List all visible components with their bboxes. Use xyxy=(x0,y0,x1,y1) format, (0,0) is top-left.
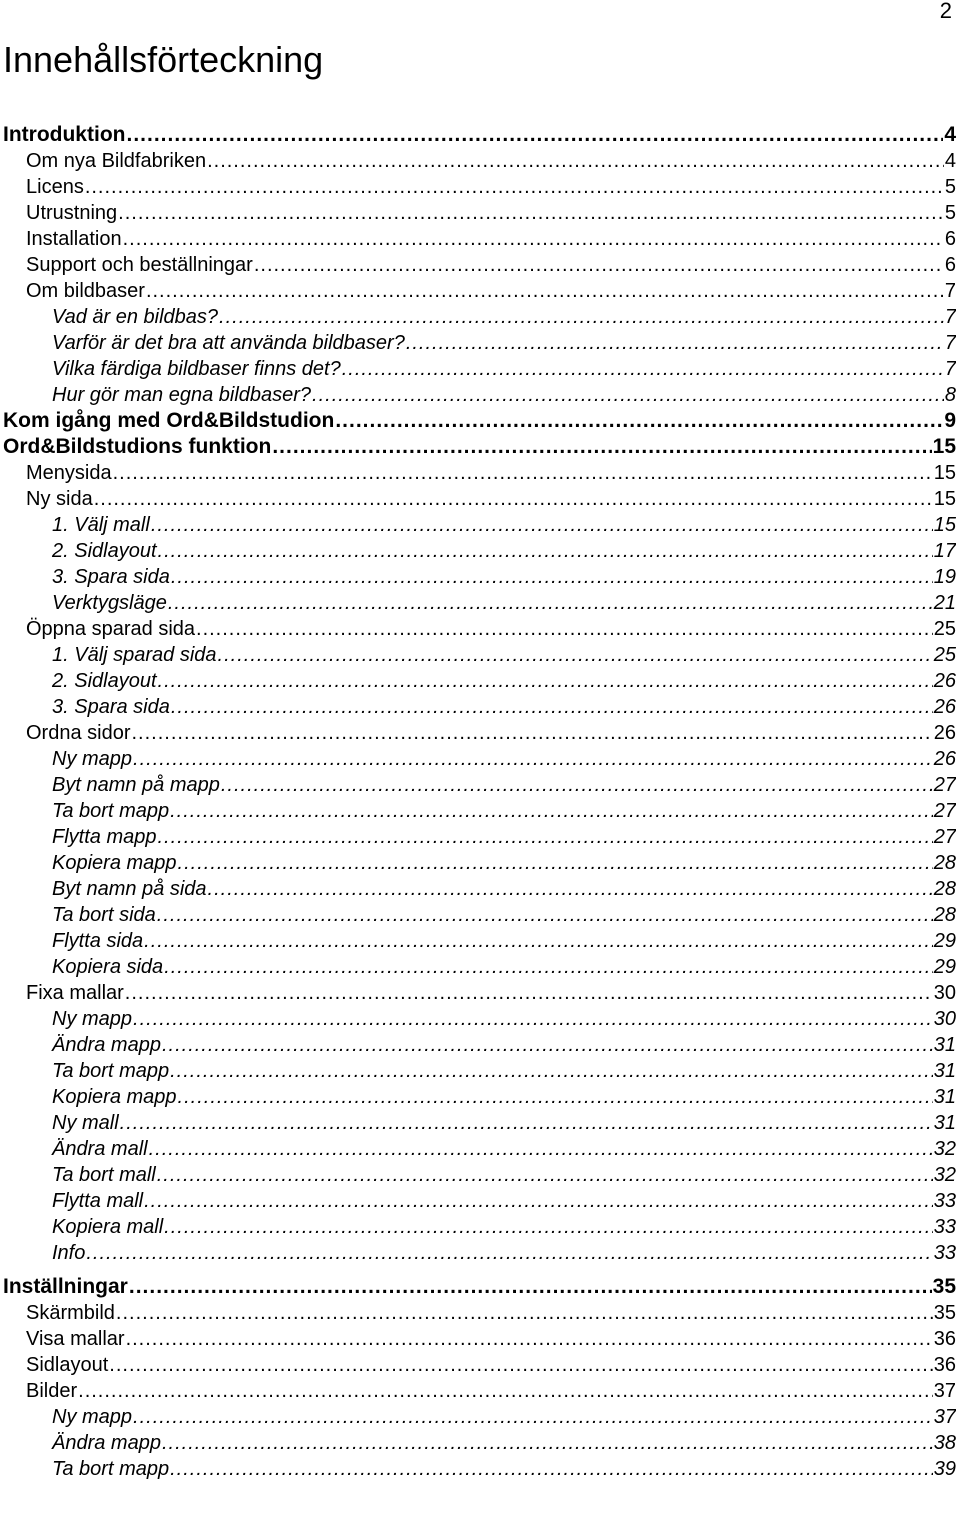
toc-entry-page: 7 xyxy=(944,358,956,380)
toc-entry[interactable] xyxy=(0,1214,956,1240)
dot-leader xyxy=(170,798,933,824)
toc-entry[interactable] xyxy=(0,1430,956,1456)
toc-entry-label: Menysida xyxy=(26,462,112,484)
toc-entry-label: Fixa mallar xyxy=(26,982,124,1004)
toc-entry-page: 6 xyxy=(944,228,956,250)
toc-entry-label: Ny sida xyxy=(26,488,93,510)
toc-entry-label: 2. Sidlayout xyxy=(52,670,157,692)
dot-leader xyxy=(207,148,944,174)
toc-entry-label: Flytta sida xyxy=(52,930,144,952)
toc-entry-page: 36 xyxy=(933,1354,956,1376)
toc-entry-page: 15 xyxy=(933,488,956,510)
toc-entry-page: 4 xyxy=(944,123,956,146)
toc-entry[interactable] xyxy=(0,122,956,148)
toc-entry-page: 28 xyxy=(933,904,956,926)
dot-leader xyxy=(149,1136,933,1162)
toc-entry[interactable] xyxy=(0,434,956,460)
dot-leader xyxy=(178,1084,933,1110)
toc-entry-page: 32 xyxy=(933,1138,956,1160)
toc-entry-label: Ändra mapp xyxy=(52,1034,161,1056)
toc-entry-page: 27 xyxy=(933,800,956,822)
toc-entry-page: 36 xyxy=(933,1328,956,1350)
toc-entry[interactable] xyxy=(0,616,956,642)
toc-entry[interactable] xyxy=(0,174,956,200)
toc-entry[interactable] xyxy=(0,226,956,252)
toc-entry[interactable] xyxy=(0,1110,956,1136)
table-of-contents xyxy=(0,122,956,1482)
toc-entry-label: Bilder xyxy=(26,1380,78,1402)
toc-entry[interactable] xyxy=(0,1456,956,1482)
dot-leader xyxy=(116,1300,933,1326)
dot-leader xyxy=(133,1404,933,1430)
toc-entry-label: Byt namn på sida xyxy=(52,878,207,900)
toc-entry-page: 7 xyxy=(944,332,956,354)
toc-entry-label: Ta bort mall xyxy=(52,1164,156,1186)
toc-entry[interactable] xyxy=(0,408,956,434)
toc-entry-label: Om bildbaser xyxy=(26,280,145,302)
dot-leader xyxy=(86,1240,932,1266)
toc-entry[interactable] xyxy=(0,668,956,694)
toc-entry-page: 31 xyxy=(933,1112,956,1134)
toc-entry-label: Ny mapp xyxy=(52,748,133,770)
toc-entry[interactable] xyxy=(0,1058,956,1084)
toc-entry[interactable] xyxy=(0,252,956,278)
toc-entry-page: 15 xyxy=(933,462,956,484)
toc-entry[interactable] xyxy=(0,304,956,330)
toc-entry-label: Flytta mapp xyxy=(52,826,157,848)
dot-leader xyxy=(85,174,944,200)
dot-leader xyxy=(133,1006,933,1032)
toc-entry[interactable] xyxy=(0,564,956,590)
toc-entry-page: 26 xyxy=(933,722,956,744)
toc-entry[interactable] xyxy=(0,486,956,512)
toc-entry-label: Öppna sparad sida xyxy=(26,618,196,640)
toc-entry-page: 35 xyxy=(933,1302,956,1324)
toc-entry-label: Ta bort mapp xyxy=(52,1458,170,1480)
dot-leader xyxy=(272,434,931,460)
toc-entry[interactable] xyxy=(0,330,956,356)
toc-entry[interactable] xyxy=(0,876,956,902)
dot-leader xyxy=(78,1378,933,1404)
dot-leader xyxy=(218,642,933,668)
dot-leader xyxy=(129,1274,932,1300)
dot-leader xyxy=(171,694,933,720)
toc-entry-page: 27 xyxy=(933,774,956,796)
toc-entry[interactable] xyxy=(0,1352,956,1378)
toc-entry[interactable] xyxy=(0,1378,956,1404)
toc-entry-label: Vilka färdiga bildbaser finns det? xyxy=(52,358,341,380)
dot-leader xyxy=(123,226,944,252)
toc-entry[interactable] xyxy=(0,980,956,1006)
toc-entry-label: Ta bort sida xyxy=(52,904,156,926)
toc-entry-label: Ny mall xyxy=(52,1112,119,1134)
toc-entry[interactable] xyxy=(0,928,956,954)
toc-entry[interactable] xyxy=(0,1136,956,1162)
toc-entry-label: Inställningar xyxy=(3,1275,128,1298)
toc-entry-page: 33 xyxy=(933,1216,956,1238)
dot-leader xyxy=(196,616,933,642)
toc-entry-page: 31 xyxy=(933,1034,956,1056)
toc-entry-page: 8 xyxy=(944,384,956,406)
dot-leader xyxy=(164,1214,933,1240)
toc-entry-page: 5 xyxy=(944,176,956,198)
dot-leader xyxy=(162,1032,933,1058)
dot-leader xyxy=(406,330,944,356)
toc-entry-label: Kopiera sida xyxy=(52,956,164,978)
toc-entry-label: Kopiera mapp xyxy=(52,852,177,874)
toc-entry[interactable] xyxy=(0,1006,956,1032)
toc-entry-label: 2. Sidlayout xyxy=(52,540,157,562)
toc-entry[interactable] xyxy=(0,902,956,928)
dot-leader xyxy=(126,122,943,148)
toc-entry-label: Ny mapp xyxy=(52,1406,133,1428)
dot-leader xyxy=(170,1058,933,1084)
toc-entry-label: Ord&Bildstudions funktion xyxy=(3,435,272,458)
toc-entry-page: 32 xyxy=(933,1164,956,1186)
dot-leader xyxy=(164,954,933,980)
toc-entry-label: Utrustning xyxy=(26,202,118,224)
toc-entry-label: Licens xyxy=(26,176,84,198)
toc-entry[interactable] xyxy=(0,850,956,876)
toc-entry[interactable] xyxy=(0,278,956,304)
toc-entry-page: 31 xyxy=(933,1086,956,1108)
toc-entry-page: 38 xyxy=(933,1432,956,1454)
toc-entry-page: 35 xyxy=(932,1275,956,1298)
toc-entry-page: 31 xyxy=(933,1060,956,1082)
toc-entry-page: 37 xyxy=(933,1406,956,1428)
toc-entry[interactable] xyxy=(0,954,956,980)
toc-entry[interactable] xyxy=(0,512,956,538)
toc-entry-label: 3. Spara sida xyxy=(52,566,170,588)
dot-leader xyxy=(146,278,944,304)
toc-entry[interactable] xyxy=(0,1162,956,1188)
toc-entry-label: Kopiera mapp xyxy=(52,1086,177,1108)
dot-leader xyxy=(221,772,933,798)
toc-entry-label: Ändra mall xyxy=(52,1138,148,1160)
toc-entry[interactable] xyxy=(0,1240,956,1266)
toc-entry-page: 7 xyxy=(944,280,956,302)
dot-leader xyxy=(312,382,944,408)
dot-leader xyxy=(144,1188,933,1214)
toc-entry[interactable] xyxy=(0,720,956,746)
toc-entry-page: 29 xyxy=(933,956,956,978)
toc-entry[interactable] xyxy=(0,148,956,174)
dot-leader xyxy=(125,980,933,1006)
toc-entry[interactable] xyxy=(0,1274,956,1300)
dot-leader xyxy=(342,356,944,382)
toc-entry[interactable] xyxy=(0,824,956,850)
toc-entry-label: Ta bort mapp xyxy=(52,1060,170,1082)
toc-entry-page: 26 xyxy=(933,748,956,770)
dot-leader xyxy=(208,876,933,902)
dot-leader xyxy=(168,590,933,616)
toc-entry-page: 21 xyxy=(933,592,956,614)
toc-entry-label: 1. Välj sparad sida xyxy=(52,644,217,666)
toc-entry-page: 33 xyxy=(933,1242,956,1264)
toc-entry-label: Support och beställningar xyxy=(26,254,253,276)
toc-entry-page: 9 xyxy=(944,409,956,432)
toc-entry-label: Ordna sidor xyxy=(26,722,131,744)
dot-leader xyxy=(133,746,933,772)
toc-entry-page: 29 xyxy=(933,930,956,952)
toc-entry-label: 3. Spara sida xyxy=(52,696,170,718)
dot-leader xyxy=(171,564,933,590)
dot-leader xyxy=(178,850,933,876)
toc-entry[interactable] xyxy=(0,1032,956,1058)
toc-entry-label: Om nya Bildfabriken xyxy=(26,150,207,172)
toc-entry-label: 1. Välj mall xyxy=(52,514,150,536)
dot-leader xyxy=(113,460,933,486)
toc-entry-label: Kom igång med Ord&Bildstudion xyxy=(3,409,335,432)
toc-entry-page: 5 xyxy=(944,202,956,224)
dot-leader xyxy=(158,538,933,564)
dot-leader xyxy=(118,200,944,226)
dot-leader xyxy=(126,1326,933,1352)
toc-entry[interactable] xyxy=(0,1326,956,1352)
toc-entry-label: Ny mapp xyxy=(52,1008,133,1030)
toc-entry[interactable] xyxy=(0,1300,956,1326)
toc-entry-page: 6 xyxy=(944,254,956,276)
toc-entry[interactable] xyxy=(0,460,956,486)
toc-entry-label: Verktygsläge xyxy=(52,592,167,614)
toc-entry-label: Hur gör man egna bildbaser? xyxy=(52,384,312,406)
toc-entry-label: Ändra mapp xyxy=(52,1432,161,1454)
toc-entry-page: 30 xyxy=(933,982,956,1004)
dot-leader xyxy=(158,668,933,694)
toc-entry-page: 19 xyxy=(933,566,956,588)
toc-entry-page: 4 xyxy=(944,150,956,172)
toc-entry[interactable] xyxy=(0,538,956,564)
toc-entry[interactable] xyxy=(0,642,956,668)
toc-entry[interactable] xyxy=(0,590,956,616)
dot-leader xyxy=(157,902,933,928)
page-number: 2 xyxy=(939,0,952,23)
toc-entry[interactable] xyxy=(0,1084,956,1110)
toc-entry-label: Flytta mall xyxy=(52,1190,144,1212)
toc-entry-page: 7 xyxy=(944,306,956,328)
toc-entry-page: 28 xyxy=(933,878,956,900)
toc-entry[interactable] xyxy=(0,1188,956,1214)
dot-leader xyxy=(120,1110,933,1136)
toc-entry-page: 27 xyxy=(933,826,956,848)
dot-leader xyxy=(157,824,932,850)
toc-entry-page: 39 xyxy=(933,1458,956,1480)
dot-leader xyxy=(254,252,944,278)
dot-leader xyxy=(335,408,943,434)
toc-entry-page: 28 xyxy=(933,852,956,874)
dot-leader xyxy=(144,928,933,954)
toc-entry[interactable] xyxy=(0,746,956,772)
toc-entry-label: Kopiera mall xyxy=(52,1216,164,1238)
toc-entry-page: 15 xyxy=(933,514,956,536)
toc-entry-label: Sidlayout xyxy=(26,1354,109,1376)
toc-entry-label: Introduktion xyxy=(3,123,126,146)
page-title: Innehållsförteckning xyxy=(3,39,324,80)
toc-entry-label: Vad är en bildbas? xyxy=(52,306,219,328)
toc-entry-page: 25 xyxy=(933,644,956,666)
toc-entry-label: Installation xyxy=(26,228,122,250)
dot-leader xyxy=(162,1430,933,1456)
toc-entry-page: 33 xyxy=(933,1190,956,1212)
dot-leader xyxy=(109,1352,932,1378)
toc-entry[interactable] xyxy=(0,1404,956,1430)
dot-leader xyxy=(151,512,933,538)
toc-entry-page: 15 xyxy=(932,435,956,458)
toc-entry-page: 30 xyxy=(933,1008,956,1030)
dot-leader xyxy=(219,304,944,330)
dot-leader xyxy=(157,1162,933,1188)
toc-entry-label: Byt namn på mapp xyxy=(52,774,220,796)
toc-entry[interactable] xyxy=(0,382,956,408)
toc-entry[interactable] xyxy=(0,694,956,720)
toc-entry-page: 37 xyxy=(933,1380,956,1402)
toc-entry-page: 17 xyxy=(933,540,956,562)
toc-entry-page: 26 xyxy=(933,670,956,692)
dot-leader xyxy=(94,486,933,512)
toc-entry-page: 25 xyxy=(933,618,956,640)
toc-entry[interactable] xyxy=(0,798,956,824)
dot-leader xyxy=(132,720,933,746)
toc-entry[interactable] xyxy=(0,772,956,798)
toc-entry-label: Info xyxy=(52,1242,86,1264)
toc-entry[interactable] xyxy=(0,200,956,226)
dot-leader xyxy=(170,1456,933,1482)
toc-entry-page: 26 xyxy=(933,696,956,718)
toc-entry-label: Varför är det bra att använda bildbaser? xyxy=(52,332,405,354)
toc-entry-label: Skärmbild xyxy=(26,1302,115,1324)
toc-entry[interactable] xyxy=(0,356,956,382)
toc-entry-label: Visa mallar xyxy=(26,1328,125,1350)
toc-entry-label: Ta bort mapp xyxy=(52,800,170,822)
